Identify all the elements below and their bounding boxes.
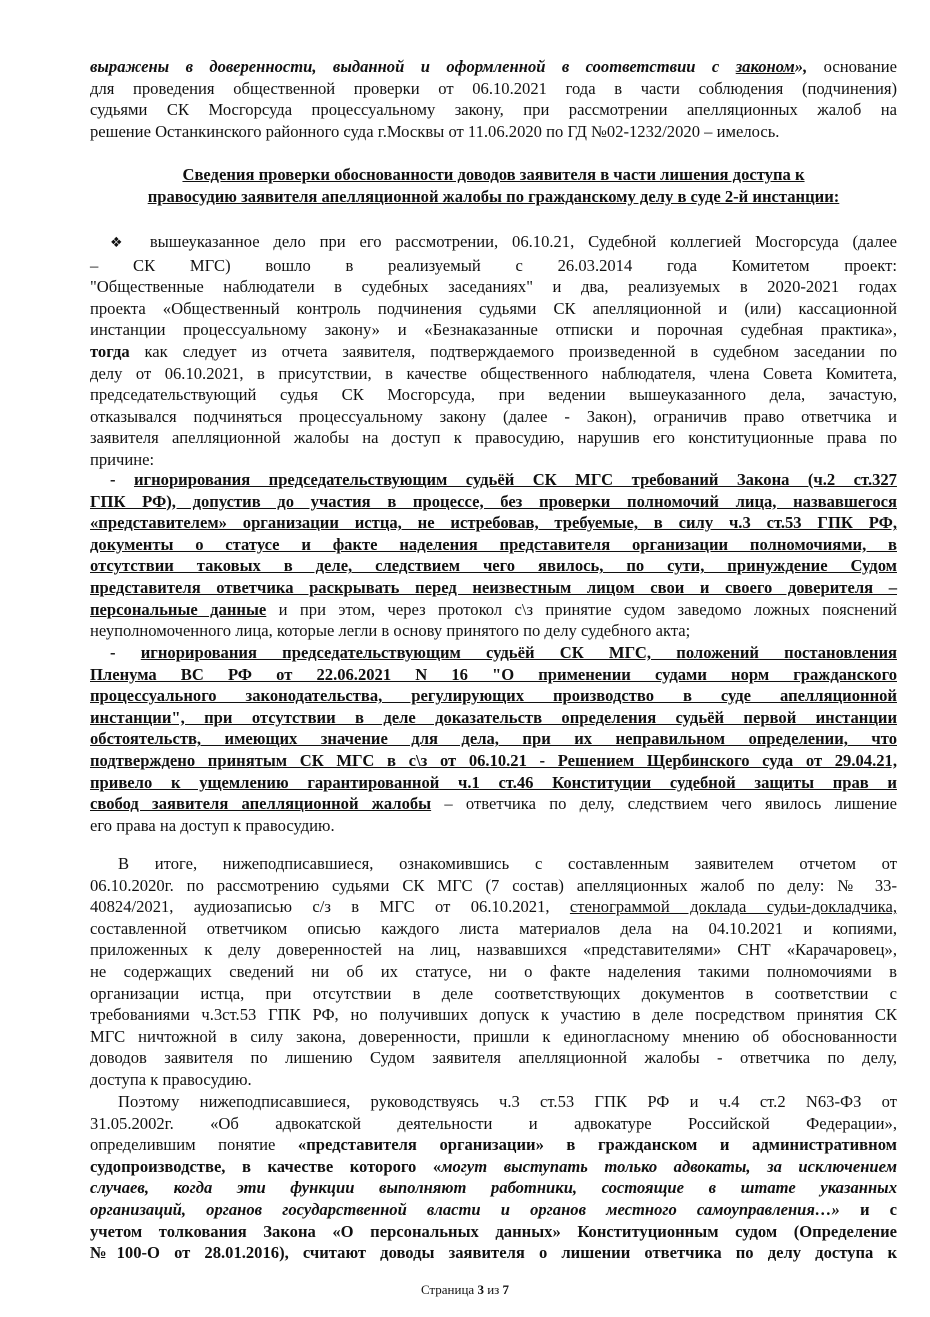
total-pages-number: 7 xyxy=(502,1282,510,1297)
plain-text: основание xyxy=(807,57,898,76)
paragraph-continuation xyxy=(90,56,897,142)
current-page-number: 3 xyxy=(477,1282,484,1297)
plain-text: определившим понятие xyxy=(90,1135,298,1155)
text-line: – СК МГС) вошло в реализуемый с 26.03.2014 года Комитетом проект: xyxy=(90,255,897,275)
text-line xyxy=(90,793,897,815)
text-line xyxy=(90,341,897,363)
list-item-2 xyxy=(90,642,897,836)
text-line: ГПК РФ), допустив до участия в процессе, без проверки полномочий лица, назвавшегося xyxy=(90,491,897,511)
text-line: случаев, когда эти функции выполняют работники, состоящие в штате указанных xyxy=(90,1178,897,1198)
bold-underlined-text: свобод заявителя апелляционной жалобы xyxy=(90,794,432,814)
text-line: МГС ничтожной в силу закона, доверенности, пришли к единогласному мнению об обоснованности xyxy=(90,1026,897,1046)
bold-text: и с xyxy=(839,1199,897,1219)
text-line: делу от 06.10.2021, в присутствии, в качестве общественного наблюдателя, члена Совета Комитета, xyxy=(90,363,897,383)
dash-text: - xyxy=(110,470,134,489)
plain-text: – ответчика по делу, следствием чего явилось лишение xyxy=(431,794,897,814)
text-line: председательствующий судья СК Мосгорсуда, при ведении вышеуказанного дела, зачастую, xyxy=(90,385,897,405)
text-line: доводов заявителя по лишению Судом заявителя апелляционной жалобы - ответчика по делу, xyxy=(90,1048,897,1068)
text-line: Поэтому нижеподписавшиеся, руководствуясь ч.3 ст.53 ГПК РФ и ч.4 ст.2 N63-ФЗ от xyxy=(118,1092,897,1111)
dash-text: - xyxy=(110,643,141,662)
conclusion-paragraph xyxy=(90,853,897,1091)
text-line: 31.05.2002г. «Об адвокатской деятельности и адвокатуре Российской Федерации», xyxy=(90,1113,897,1133)
bold-italic-text: организаций, органов государственной власти и органов местного самоуправления…» xyxy=(90,1199,840,1219)
text-line: №100-О от 28.01.2016), считают доводы заявителя о лишении ответчика по делу доступа к xyxy=(90,1243,897,1263)
bold-italic-text: могут выступать только адвокаты, за исключением xyxy=(441,1156,897,1176)
underlined-text: стенограммой доклада судьи-докладчика, xyxy=(569,897,897,917)
text-line: подтверждено принятым СК МГС в с\з от 06.10.21 - Решением Щербинского суда от 29.04.21, xyxy=(90,750,897,770)
text-line: судьями СК Мосгорсуда процессуальному закону, при рассмотрении апелляционных жалоб на xyxy=(90,100,897,120)
text-line xyxy=(90,642,897,664)
emphasis-text: выражены в доверенности, выданной и оформленной в соответствии с xyxy=(90,57,736,76)
text-line: неуполномоченного лица, которые легли в основу принятого по делу судебного акта; xyxy=(90,621,691,641)
text-line: решение Останкинского районного суда г.Москвы от 11.06.2020 по ГД №02-1232/2020 – имелось. xyxy=(90,121,780,141)
list-item-1 xyxy=(90,469,897,642)
text-line: процессуального законодательства, регулирующих производство в суде апелляционной xyxy=(90,686,897,706)
plain-text: 40824/2021, аудиозаписью с/з в МГС от 06.10.2021, xyxy=(90,897,570,917)
section-heading xyxy=(90,164,897,207)
text-line xyxy=(90,599,897,621)
text-line: инстанции процессуальному закону» и «Безнаказанные отписки и порочная судебная практика», xyxy=(90,320,897,340)
text-line xyxy=(90,469,897,491)
text-line xyxy=(90,1134,897,1156)
plain-text: вышеуказанное дело при его рассмотрении, 06.10.21, Судебной коллегией Мосгорсуда (далее xyxy=(149,232,897,251)
text-line: отказывался подчиняться процессуальному закону (далее - Закон), ограничив право ответчика и xyxy=(90,406,897,426)
bold-text: тогда xyxy=(90,341,130,361)
text-line: инстанции", при отсутствии в деле доказательств определения судьёй первой инстанции xyxy=(90,707,897,727)
text-line xyxy=(90,896,897,918)
bold-underlined-text: персональные данные xyxy=(90,599,267,619)
text-line xyxy=(90,1199,897,1221)
text-line: привело к ущемлению гарантированной ч.1 ст.46 Конституции судебной защиты прав и xyxy=(90,772,897,792)
bold-text: судопроизводстве, в качестве которого « xyxy=(90,1156,442,1176)
plain-text: и при этом, через протокол с\з принятие судом заведомо ложных пояснений xyxy=(266,599,897,619)
text-line: приложенных к делу доверенностей на лиц, назвавшихся «представителями» СНТ «Карачаровец», xyxy=(90,940,897,960)
text-line: "Общественные наблюдатели в судебных заседаниях" и два, реализуемых в 2020-2021 годах xyxy=(90,277,897,297)
heading-line: правосудию заявителя апелляционной жалобы по гражданскому делу в суде 2-й инстанции: xyxy=(147,186,840,206)
text-line xyxy=(90,56,897,78)
law-link-text: законом xyxy=(735,57,795,76)
page-footer xyxy=(0,1282,930,1298)
text-line: заявителя апелляционной жалобы на доступ к правосудию, нарушив его конституционные права по xyxy=(90,428,897,448)
page-of-label: из xyxy=(483,1282,503,1297)
bold-text: «представителя организации» в гражданском и административном xyxy=(297,1135,897,1155)
text-line: причине: xyxy=(90,449,155,469)
text-line: представителя ответчика раскрывать перед неизвестным лицом свои и своего доверителя – xyxy=(90,577,897,597)
text-line: организации истца, при отсутствии в деле соответствующих документов в соответствии с xyxy=(90,983,897,1003)
bullet-diamond-icon: ❖ xyxy=(110,235,123,251)
text-line: В итоге, нижеподписавшиеся, ознакомившись с составленным заявителем отчетом от xyxy=(118,854,897,873)
text-line: составленной ответчиком описью каждого листа материалов дела на 04.10.2021 и копиями, xyxy=(90,918,897,938)
text-line: не содержащих сведений ни об их статусе, ни о факте наделения такими полномочиями в xyxy=(90,961,897,981)
bullet-paragraph xyxy=(90,231,897,471)
text-line: для проведения общественной проверки от 06.10.2021 года в части соблюдения (подчинения) xyxy=(90,78,897,98)
resolution-paragraph xyxy=(90,1091,897,1264)
text-line: требованиями ч.3ст.53 ГПК РФ, но получивших допуск к участию в деле посредством принятия СК xyxy=(90,1005,897,1025)
bold-underlined-text: игнорирования председательствующим судьёй СК МГС, положений постановления xyxy=(140,643,897,662)
text-line: обстоятельств, имеющих значение для дела, при их неправильном определении, что xyxy=(90,729,897,749)
text-line xyxy=(90,231,897,255)
text-line: отсутствии таковых в деле, следствием чего явилось, по сути, принуждение Судом xyxy=(90,556,897,576)
text-line: документы о статусе и факте наделения представителя организации полномочиями, в xyxy=(90,534,897,554)
heading-line: Сведения проверки обоснованности доводов заявителя в части лишения доступа к xyxy=(182,165,805,184)
bold-underlined-text: игнорирования председательствующим судьёй СК МГС требований Закона (ч.2 ст.327 xyxy=(133,470,897,489)
text-line: учетом толкования Закона «О персональных данных» Конституционным судом (Определение xyxy=(90,1221,897,1241)
text-line xyxy=(90,1156,897,1178)
plain-text: как следует из отчета заявителя, подтверждаемого произведенной в судебном заседании по xyxy=(129,341,897,361)
text-line: «представителем» организации истца, не истребовав, требуемые, в силу ч.3 ст.53 ГПК РФ, xyxy=(90,513,897,533)
page-label: Страница xyxy=(420,1282,478,1297)
text-line: 06.10.2020г. по рассмотрению судьями СК МГС (7 состав) апелляционных жалоб по делу: № 33- xyxy=(90,875,897,895)
emphasis-text: », xyxy=(794,57,808,76)
text-line: доступа к правосудию. xyxy=(90,1069,252,1089)
text-line: Пленума ВС РФ от 22.06.2021 N 16 "О применении судами норм гражданского xyxy=(90,664,897,684)
text-line: проекта «Общественный контроль подчинения судьями СК апелляционной и (или) кассационной xyxy=(90,298,897,318)
text-line: его права на доступ к правосудию. xyxy=(90,815,335,835)
